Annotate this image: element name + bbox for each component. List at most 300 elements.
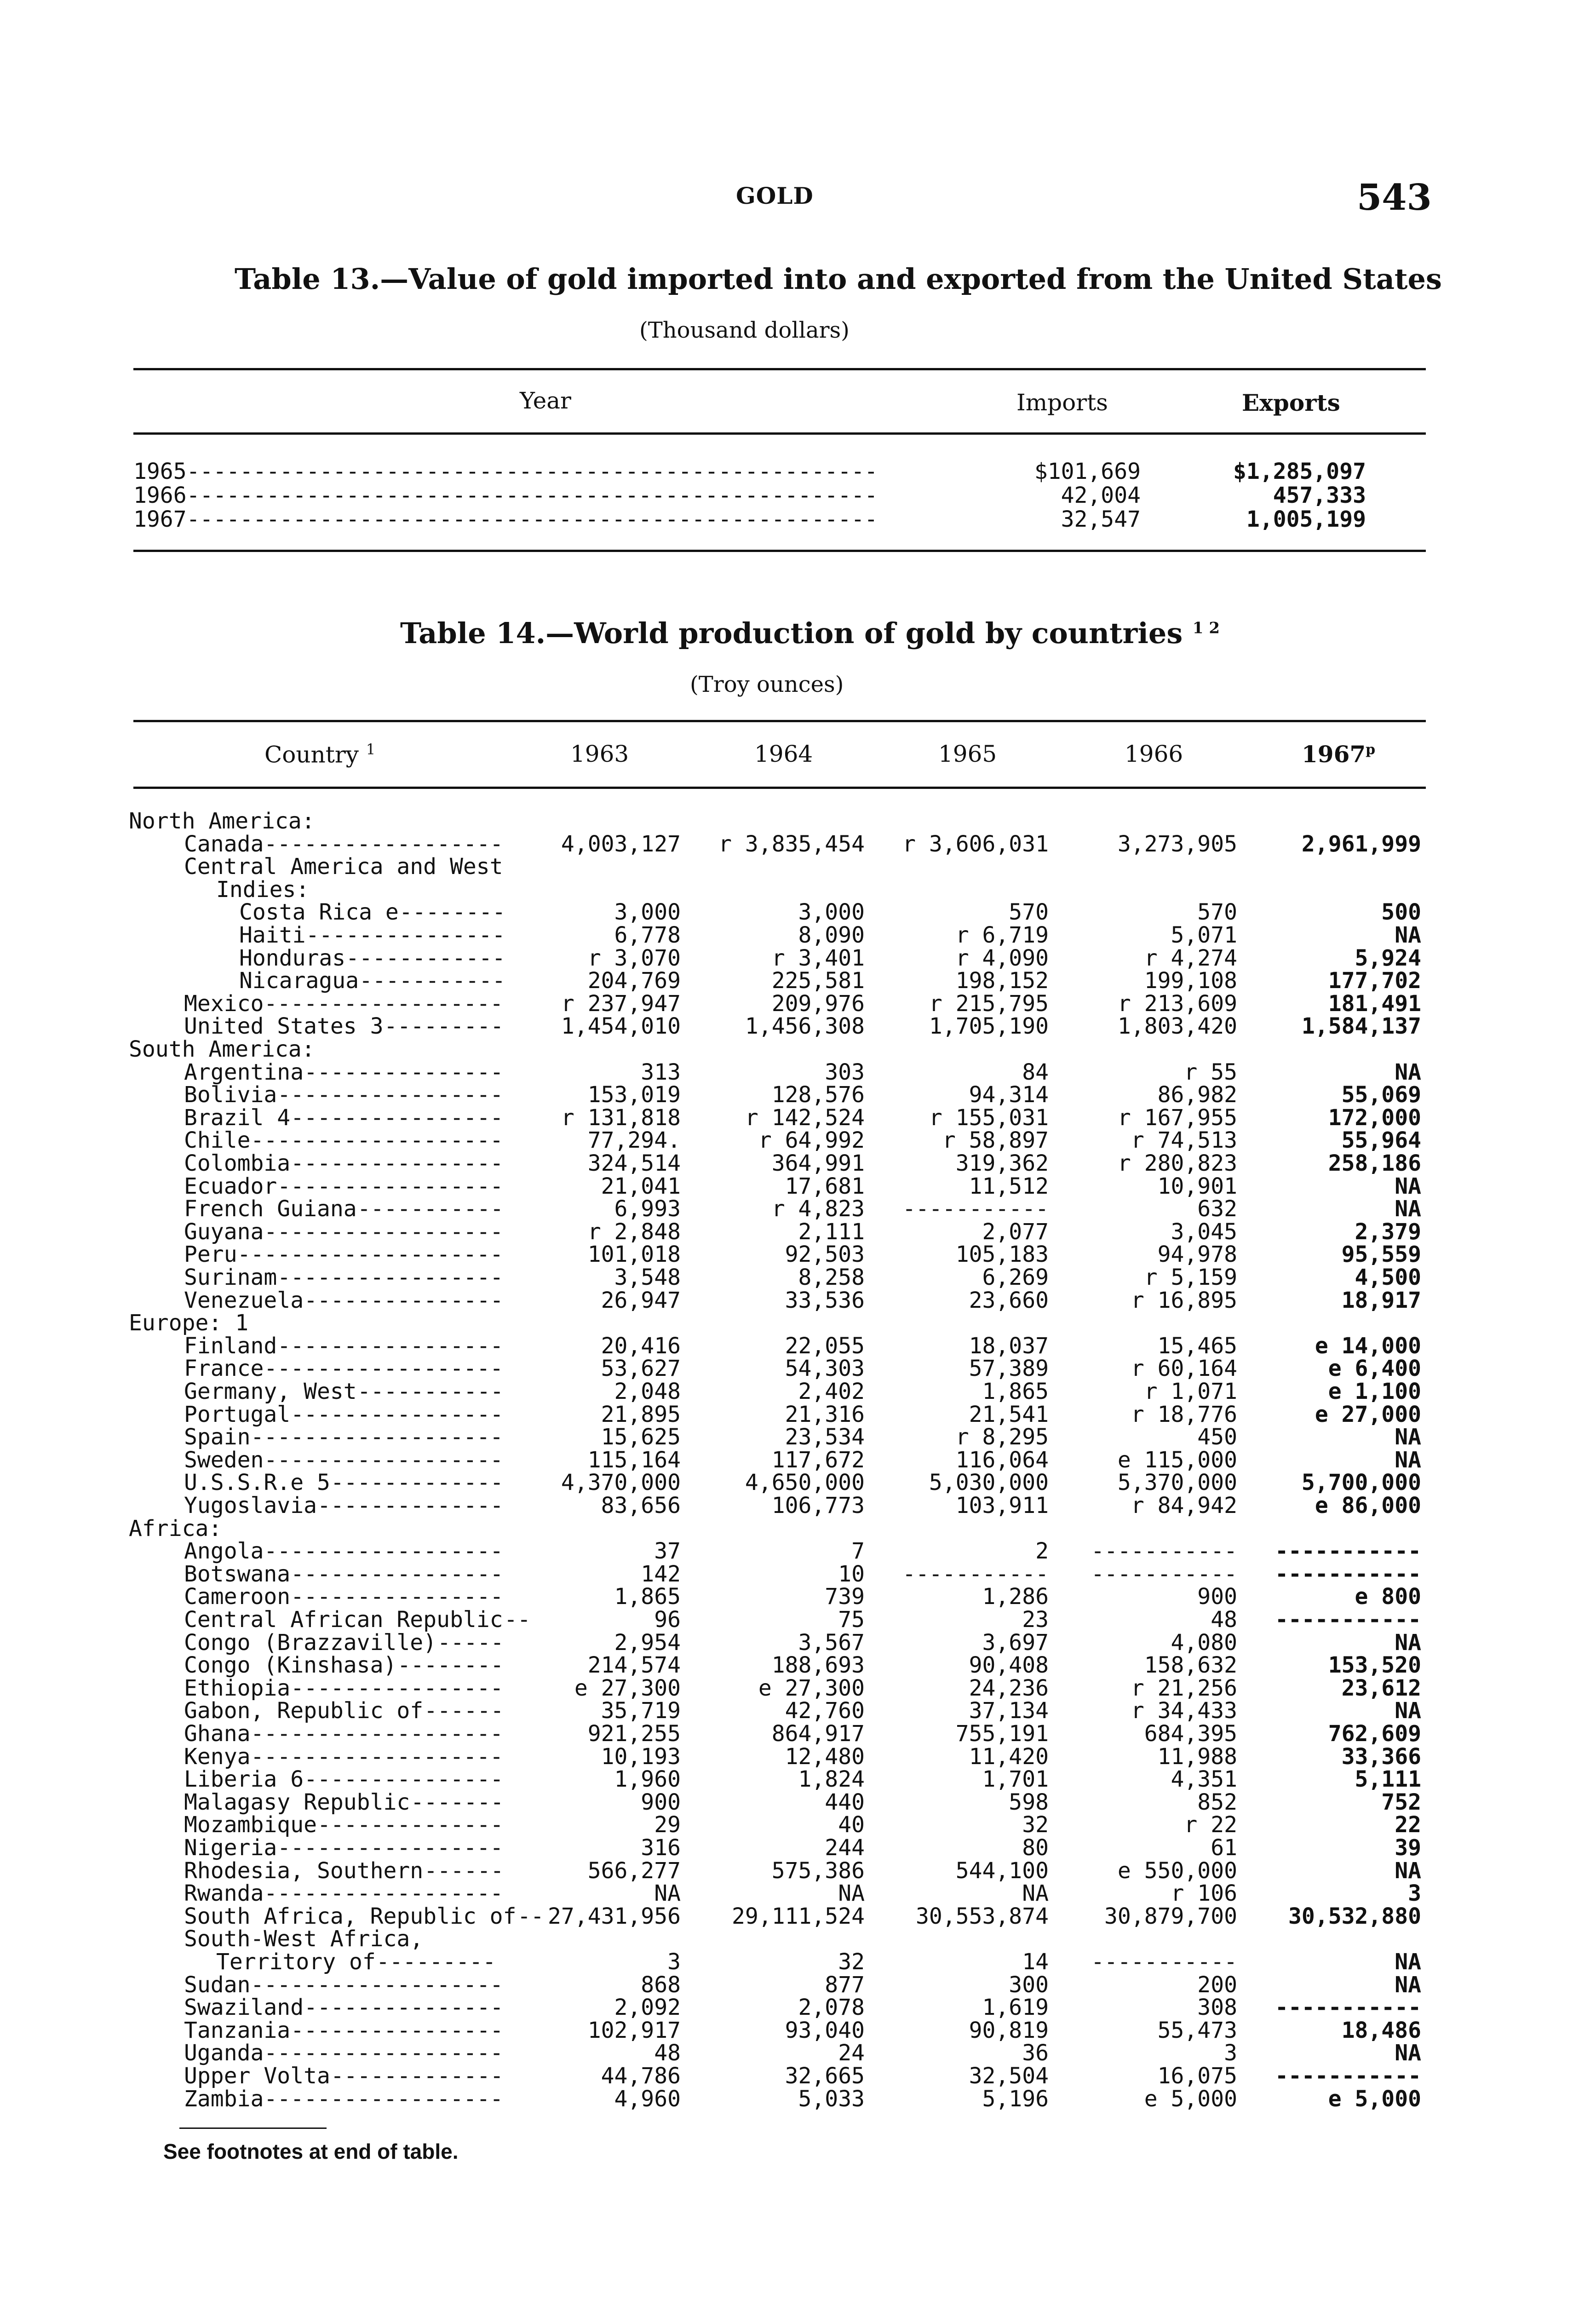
dot-leader: ------------------- — [251, 1127, 504, 1154]
table14-value-1964: r 3,401 — [771, 945, 865, 971]
table14-country: Africa: — [129, 1515, 222, 1541]
dot-leader: ---------------- — [291, 2017, 504, 2043]
dot-leader: ---------------- — [291, 1104, 504, 1131]
table14-value-1965: 105,183 — [955, 1242, 1049, 1268]
table14-value-1963: 2,092 — [614, 1995, 681, 2021]
table14-value-1966: 1,803,420 — [1117, 1013, 1237, 1040]
table14-country: South Africa, Republic of — [184, 1903, 517, 1929]
dot-leader: ---------------- — [291, 1675, 504, 1701]
table14-country: Congo (Brazzaville) — [184, 1629, 437, 1656]
table14-value-1964: 32,665 — [785, 2063, 865, 2089]
table14-row — [129, 1038, 1426, 1061]
table14-value-1964: 8,258 — [798, 1265, 865, 1290]
dot-leader: ---------------- — [291, 1401, 504, 1427]
dot-leader: -------------- — [317, 1812, 504, 1838]
table14-row — [129, 1996, 1426, 2019]
table13-imports: 32,547 — [1061, 506, 1141, 532]
table14-value-1965: 24,236 — [969, 1675, 1049, 1701]
table14-country: Europe: 1 — [129, 1310, 249, 1336]
dot-leader: --------------- — [304, 1995, 504, 2021]
table14-row — [129, 2087, 1426, 2110]
table14-value-1964: 7 — [851, 1538, 865, 1564]
table13-row — [133, 460, 1421, 483]
table14-value-1967: 752 — [1381, 1789, 1421, 1815]
table14-row — [129, 1950, 1426, 1973]
dot-leader: ------------------ — [264, 990, 504, 1017]
table14-value-1967: 172,000 — [1328, 1104, 1421, 1131]
table14-value-1965: 319,362 — [955, 1150, 1049, 1176]
table14-value-1963: 566,277 — [587, 1857, 681, 1884]
table14-value-1963: 1,960 — [614, 1766, 681, 1793]
table14-value-1964: 864,917 — [771, 1721, 865, 1747]
table13-row — [133, 508, 1421, 531]
table14-value-1965: 6,269 — [982, 1265, 1049, 1290]
table14-value-1963: 48 — [654, 2040, 681, 2066]
table13-year: 1965---------------------------------------------------- — [133, 459, 878, 484]
table14-value-1963: 26,947 — [601, 1287, 681, 1313]
table14-value-1966: 308 — [1197, 1995, 1237, 2021]
table14-country: Colombia — [184, 1150, 291, 1176]
table14-country: U.S.S.R.e 5 — [184, 1470, 330, 1496]
table14-value-1963: NA — [654, 1880, 681, 1907]
table14-value-1966: 48 — [1211, 1607, 1237, 1633]
table14-value-1967: NA — [1395, 1196, 1421, 1222]
table14-value-1965: 32 — [1022, 1812, 1049, 1838]
table14-country: Nigeria — [184, 1835, 277, 1861]
table14-value-1963: 204,769 — [587, 968, 681, 994]
table14-value-1965: 21,541 — [969, 1401, 1049, 1427]
table13-exports: $1,285,097 — [1233, 459, 1366, 484]
table14-year-header — [1302, 741, 1375, 768]
table14-country: Brazil 4 — [184, 1104, 291, 1131]
table14-value-1965: 5,196 — [982, 2086, 1049, 2112]
table14-value-1966: 200 — [1197, 1972, 1237, 1998]
table14-value-1966: e 5,000 — [1144, 2086, 1237, 2112]
dot-leader: ----------- — [359, 968, 505, 994]
table14-value-1963: e 27,300 — [574, 1675, 681, 1701]
table14-country: Central African Republic — [184, 1607, 503, 1633]
table14-row — [129, 1403, 1426, 1426]
table14-header-rule — [133, 787, 1426, 789]
dot-leader: ----------------- — [277, 1082, 504, 1108]
dot-leader: ------------------ — [264, 831, 504, 857]
dot-leader: ------------------- — [251, 1424, 504, 1450]
table14-value-1965: 90,408 — [969, 1652, 1049, 1679]
dot-leader: -------- — [397, 1652, 504, 1679]
table14-country: Sweden — [184, 1447, 264, 1473]
table14-row — [129, 1836, 1426, 1859]
table14-value-1966: 5,370,000 — [1117, 1470, 1237, 1496]
table14-row — [129, 1289, 1426, 1312]
table14-country: Kenya — [184, 1743, 251, 1770]
table14-value-1964: 188,693 — [771, 1652, 865, 1679]
table14-value-1966: r 106 — [1171, 1880, 1237, 1907]
table14-country: Gabon, Republic of — [184, 1698, 424, 1724]
table14-row — [129, 1859, 1426, 1882]
table14-value-1964: 303 — [825, 1059, 865, 1085]
table14-country: Spain — [184, 1424, 251, 1450]
table14-value-1966: 61 — [1211, 1835, 1237, 1861]
table14-value-1965: 36 — [1022, 2040, 1049, 2066]
table14-value-1964: 364,991 — [771, 1150, 865, 1176]
table14-value-1963: 142 — [641, 1561, 681, 1587]
table14-row — [129, 1722, 1426, 1745]
table13-col-imports: Imports — [1016, 389, 1108, 416]
table14-value-1967: 18,486 — [1341, 2017, 1421, 2043]
table14-col-country-text: Country — [264, 741, 359, 768]
table14-country: South-West Africa, — [184, 1926, 424, 1952]
dot-leader: ------------------ — [264, 1447, 504, 1473]
table14-value-1966: r 18,776 — [1131, 1401, 1237, 1427]
table13-imports: $101,669 — [1034, 459, 1141, 484]
table14-value-1966: r 280,823 — [1117, 1150, 1237, 1176]
table14-value-1965: 11,420 — [969, 1743, 1049, 1770]
table14-row — [129, 1129, 1426, 1152]
table14-col-country-footnote: 1 — [366, 741, 376, 758]
table14-row — [129, 1745, 1426, 1768]
table14-col-country — [264, 741, 375, 768]
table14-value-1966: 30,879,700 — [1104, 1903, 1237, 1929]
table14-value-1967: NA — [1395, 1698, 1421, 1724]
dot-leader: ------------------- — [251, 1972, 504, 1998]
dot-leader: ------------- — [331, 2063, 504, 2089]
table14-country: Upper Volta — [184, 2063, 330, 2089]
table14-row — [129, 924, 1426, 947]
table14-value-1966: r 55 — [1184, 1059, 1237, 1085]
table14-value-1964: 106,773 — [771, 1493, 865, 1518]
table14-country: Congo (Kinshasa) — [184, 1652, 397, 1679]
table14-row — [129, 1471, 1426, 1494]
table14-value-1965: 116,064 — [955, 1447, 1049, 1473]
table14-title — [400, 616, 1220, 650]
table14-value-1967: 30,532,880 — [1288, 1903, 1421, 1929]
dot-leader: ------ — [424, 1857, 504, 1884]
table14-row — [129, 1585, 1426, 1608]
table14-value-1964: 92,503 — [785, 1242, 865, 1268]
table14-value-1964: 2,078 — [798, 1995, 865, 2021]
table14-value-1966: r 1,071 — [1144, 1379, 1237, 1404]
table14-value-1963: 29 — [654, 1812, 681, 1838]
table14-row — [129, 1768, 1426, 1791]
dot-leader: ----------------- — [277, 1333, 504, 1359]
table14-value-1963: 20,416 — [601, 1333, 681, 1359]
table14-value-1967: 1,584,137 — [1301, 1013, 1421, 1040]
table14-row — [129, 969, 1426, 992]
table14-value-1964: 21,316 — [785, 1401, 865, 1427]
table14-value-1967: 153,520 — [1328, 1652, 1421, 1679]
table14-value-1965: ----------- — [902, 1196, 1049, 1222]
dot-leader: ------------------- — [251, 1743, 504, 1770]
table14-country: Costa Rica e — [239, 899, 399, 926]
table14-value-1966: 94,978 — [1157, 1242, 1237, 1268]
table14-value-1965: 94,314 — [969, 1082, 1049, 1108]
table14-value-1966: 11,988 — [1157, 1743, 1237, 1770]
table14-value-1964: e 27,300 — [758, 1675, 865, 1701]
table14-year-label: 1967 — [1302, 741, 1366, 768]
table14-country: Rhodesia, Southern — [184, 1857, 424, 1884]
table14-value-1964: 22,055 — [785, 1333, 865, 1359]
table14-value-1965: NA — [1022, 1880, 1049, 1907]
table14-value-1965: 755,191 — [955, 1721, 1049, 1747]
table14-value-1965: r 215,795 — [929, 990, 1049, 1017]
table14-value-1963: 316 — [641, 1835, 681, 1861]
table14-row — [129, 992, 1426, 1015]
table14-row — [129, 1791, 1426, 1814]
table14-value-1965: 1,865 — [982, 1379, 1049, 1404]
table14-value-1963: 900 — [641, 1789, 681, 1815]
table14-country: Chile — [184, 1127, 251, 1154]
table14-value-1965: 1,705,190 — [929, 1013, 1049, 1040]
table14-row — [129, 1927, 1426, 1950]
table14-row — [129, 1631, 1426, 1654]
table14-country: Honduras — [239, 945, 346, 971]
table14-value-1964: 209,976 — [771, 990, 865, 1017]
table14-value-1965: r 8,295 — [955, 1424, 1049, 1450]
table14-value-1963: 324,514 — [587, 1150, 681, 1176]
table14-value-1964: 5,033 — [798, 2086, 865, 2112]
table14-value-1966: 900 — [1197, 1584, 1237, 1610]
table14-value-1966: ----------- — [1091, 1949, 1237, 1975]
table14-row — [129, 1494, 1426, 1517]
dot-leader: ------------------- — [251, 1721, 504, 1747]
table14-country: Uganda — [184, 2040, 264, 2066]
dot-leader: ----------------- — [277, 1265, 504, 1290]
table14-value-1963: 3,548 — [614, 1265, 681, 1290]
table14-row — [129, 1973, 1426, 1996]
table14-value-1967: e 6,400 — [1328, 1356, 1421, 1382]
table14-value-1965: 570 — [1009, 899, 1049, 926]
dot-leader: ---------------- — [291, 1584, 504, 1610]
table14-value-1966: 632 — [1197, 1196, 1237, 1222]
table14-value-1963: 44,786 — [601, 2063, 681, 2089]
table14-row — [129, 1197, 1426, 1220]
table14-row — [129, 1243, 1426, 1266]
table14-value-1963: 921,255 — [587, 1721, 681, 1747]
table14-value-1966: 852 — [1197, 1789, 1237, 1815]
table14-value-1964: 2,402 — [798, 1379, 865, 1404]
table13-col-year: Year — [520, 387, 571, 414]
table14-country: Portugal — [184, 1401, 291, 1427]
table13-exports: 457,333 — [1273, 483, 1366, 508]
table14-value-1965: 14 — [1022, 1949, 1049, 1975]
table14-title-footnote: 1 2 — [1192, 619, 1220, 638]
table14-footnote: See footnotes at end of table. — [163, 2139, 459, 2163]
table14-value-1963: 101,018 — [587, 1242, 681, 1268]
running-title: GOLD — [736, 182, 814, 209]
table14-value-1965: 300 — [1009, 1972, 1049, 1998]
table14-country: Rwanda — [184, 1880, 264, 1907]
table14-value-1965: r 58,897 — [942, 1127, 1049, 1154]
dot-leader: -------- — [399, 899, 506, 926]
table14-title-text: Table 14.—World production of gold by countries — [400, 616, 1183, 650]
table14-value-1967: ----------- — [1275, 1538, 1421, 1564]
table14-value-1964: 440 — [825, 1789, 865, 1815]
table14-row — [129, 810, 1426, 833]
table14-row — [129, 1517, 1426, 1540]
table14-value-1966: r 74,513 — [1131, 1127, 1237, 1154]
table14-value-1963: 2,954 — [614, 1629, 681, 1656]
dot-leader: ------------------ — [264, 2086, 504, 2112]
dot-leader: --------- — [376, 1949, 496, 1975]
dot-leader: ------------------ — [264, 2040, 504, 2066]
table14-value-1963: 77,294. — [587, 1127, 681, 1154]
table14-country: Cameroon — [184, 1584, 291, 1610]
dot-leader: ---------------- — [291, 1561, 504, 1587]
table14-value-1967: e 800 — [1355, 1584, 1421, 1610]
table14-top-rule — [133, 720, 1426, 722]
table14-value-1963: 102,917 — [587, 2017, 681, 2043]
table14-value-1966: 4,351 — [1171, 1766, 1237, 1793]
table14-value-1966: 5,071 — [1171, 922, 1237, 948]
dot-leader: --------------- — [304, 1059, 504, 1085]
table14-value-1965: 103,911 — [955, 1493, 1049, 1518]
table14-value-1963: 2,048 — [614, 1379, 681, 1404]
table14-value-1964: 29,111,524 — [732, 1903, 865, 1929]
table14-value-1964: 40 — [838, 1812, 865, 1838]
table14-country: Botswana — [184, 1561, 291, 1587]
table14-row — [129, 1175, 1426, 1198]
table14-value-1967: NA — [1395, 1972, 1421, 1998]
table14-value-1964: 33,536 — [785, 1287, 865, 1313]
table14-value-1963: 6,993 — [614, 1196, 681, 1222]
table14-value-1964: 117,672 — [771, 1447, 865, 1473]
table14-value-1967: 181,491 — [1328, 990, 1421, 1017]
table13-subtitle: (Thousand dollars) — [639, 317, 850, 343]
dot-leader: ------------------ — [264, 1880, 504, 1907]
table14-value-1964: 1,456,308 — [745, 1013, 865, 1040]
table14-value-1963: 6,778 — [614, 922, 681, 948]
table14-value-1967: 177,702 — [1328, 968, 1421, 994]
table14-value-1965: 84 — [1022, 1059, 1049, 1085]
table14-value-1967: e 27,000 — [1315, 1401, 1421, 1427]
table14-year-header — [938, 741, 997, 767]
table14-value-1964: r 4,823 — [771, 1196, 865, 1222]
table14-row — [129, 1882, 1426, 1905]
table14-row — [129, 1654, 1426, 1677]
table14-row — [129, 2064, 1426, 2087]
table14-row — [129, 1380, 1426, 1403]
table14-value-1967: ----------- — [1275, 1561, 1421, 1587]
table14-value-1967: ----------- — [1275, 2063, 1421, 2089]
table14-row — [129, 1311, 1426, 1334]
table14-value-1967: e 5,000 — [1328, 2086, 1421, 2112]
dot-leader: ----------- — [357, 1379, 504, 1404]
table14-value-1965: 32,504 — [969, 2063, 1049, 2089]
table14-value-1965: 11,512 — [969, 1173, 1049, 1199]
table14-value-1963: 10,193 — [601, 1743, 681, 1770]
table14-value-1964: 4,650,000 — [745, 1470, 865, 1496]
table14-value-1965: 5,030,000 — [929, 1470, 1049, 1496]
table14-country: Mozambique — [184, 1812, 317, 1838]
table14-value-1963: 115,164 — [587, 1447, 681, 1473]
table14-value-1964: 75 — [838, 1607, 865, 1633]
table14-row — [129, 1106, 1426, 1129]
table14-country: Surinam — [184, 1265, 277, 1290]
table14-value-1967: 5,924 — [1355, 945, 1421, 971]
table14-country: Sudan — [184, 1972, 251, 1998]
table14-row — [129, 901, 1426, 924]
table14-value-1964: 1,824 — [798, 1766, 865, 1793]
table14-value-1966: 16,075 — [1157, 2063, 1237, 2089]
table14-year-label: 1963 — [570, 741, 629, 767]
table13-year: 1967---------------------------------------------------- — [133, 506, 878, 532]
table14-value-1965: 18,037 — [969, 1333, 1049, 1359]
table14-value-1967: NA — [1395, 1173, 1421, 1199]
table14-value-1967: e 14,000 — [1315, 1333, 1421, 1359]
table13-imports: 42,004 — [1061, 483, 1141, 508]
dot-leader: ------- — [411, 1789, 504, 1815]
table14-country: Ecuador — [184, 1173, 277, 1199]
table14-value-1964: 32 — [838, 1949, 865, 1975]
table14-value-1967: 55,964 — [1341, 1127, 1421, 1154]
table14-value-1964: 3,567 — [798, 1629, 865, 1656]
table14-row — [129, 1563, 1426, 1586]
dot-leader: -------------- — [317, 1493, 504, 1518]
table14-value-1967: 22 — [1395, 1812, 1421, 1838]
table14-value-1965: 90,819 — [969, 2017, 1049, 2043]
table14-value-1965: r 6,719 — [955, 922, 1049, 948]
table14-country: Liberia 6 — [184, 1766, 304, 1793]
table14-value-1964: 225,581 — [771, 968, 865, 994]
table14-value-1965: 23 — [1022, 1607, 1049, 1633]
table14-value-1964: 24 — [838, 2040, 865, 2066]
dot-leader: ---------------- — [291, 1150, 504, 1176]
table14-country: Venezuela — [184, 1287, 304, 1313]
table14-value-1967: 258,186 — [1328, 1150, 1421, 1176]
table14-value-1965: 2,077 — [982, 1219, 1049, 1245]
table14-value-1967: NA — [1395, 1424, 1421, 1450]
table14-value-1963: r 2,848 — [587, 1219, 681, 1245]
table14-row — [129, 1220, 1426, 1243]
table14-value-1967: 500 — [1381, 899, 1421, 926]
table14-value-1963: 3,000 — [614, 899, 681, 926]
dot-leader: ------------------ — [264, 1356, 504, 1382]
dot-leader: --------------- — [304, 1766, 504, 1793]
table14-value-1966: 15,465 — [1157, 1333, 1237, 1359]
table14-value-1966: r 5,159 — [1144, 1265, 1237, 1290]
table14-value-1964: 575,386 — [771, 1857, 865, 1884]
table14-value-1967: 23,612 — [1341, 1675, 1421, 1701]
table14-value-1964: 54,303 — [785, 1356, 865, 1382]
table14-row — [129, 1357, 1426, 1380]
table14-value-1964: 23,534 — [785, 1424, 865, 1450]
table14-value-1963: 21,895 — [601, 1401, 681, 1427]
table14-value-1967: 2,379 — [1355, 1219, 1421, 1245]
table13-header-rule — [133, 432, 1426, 435]
table14-country: Ethiopia — [184, 1675, 291, 1701]
table14-value-1967: 33,366 — [1341, 1743, 1421, 1770]
table14-row — [129, 878, 1426, 901]
table14-row — [129, 1813, 1426, 1836]
table14-value-1967: 2,961,999 — [1301, 831, 1421, 857]
table14-row — [129, 1334, 1426, 1357]
table14-value-1966: ----------- — [1091, 1561, 1237, 1587]
table14-value-1963: r 237,947 — [561, 990, 681, 1017]
table14-row — [129, 855, 1426, 878]
table14-value-1964: r 142,524 — [745, 1104, 865, 1131]
table14-value-1965: 544,100 — [955, 1857, 1049, 1884]
table14-country: Swaziland — [184, 1995, 304, 2021]
table14-value-1963: r 3,070 — [587, 945, 681, 971]
table14-country: Argentina — [184, 1059, 304, 1085]
table14-row — [129, 1540, 1426, 1563]
table14-year-label: 1964 — [754, 741, 813, 767]
dot-leader: -- — [517, 1903, 544, 1929]
table14-year-label: 1965 — [938, 741, 997, 767]
table14-value-1967: 4,500 — [1355, 1265, 1421, 1290]
table14-value-1964: 8,090 — [798, 922, 865, 948]
table14-country: Guyana — [184, 1219, 264, 1245]
